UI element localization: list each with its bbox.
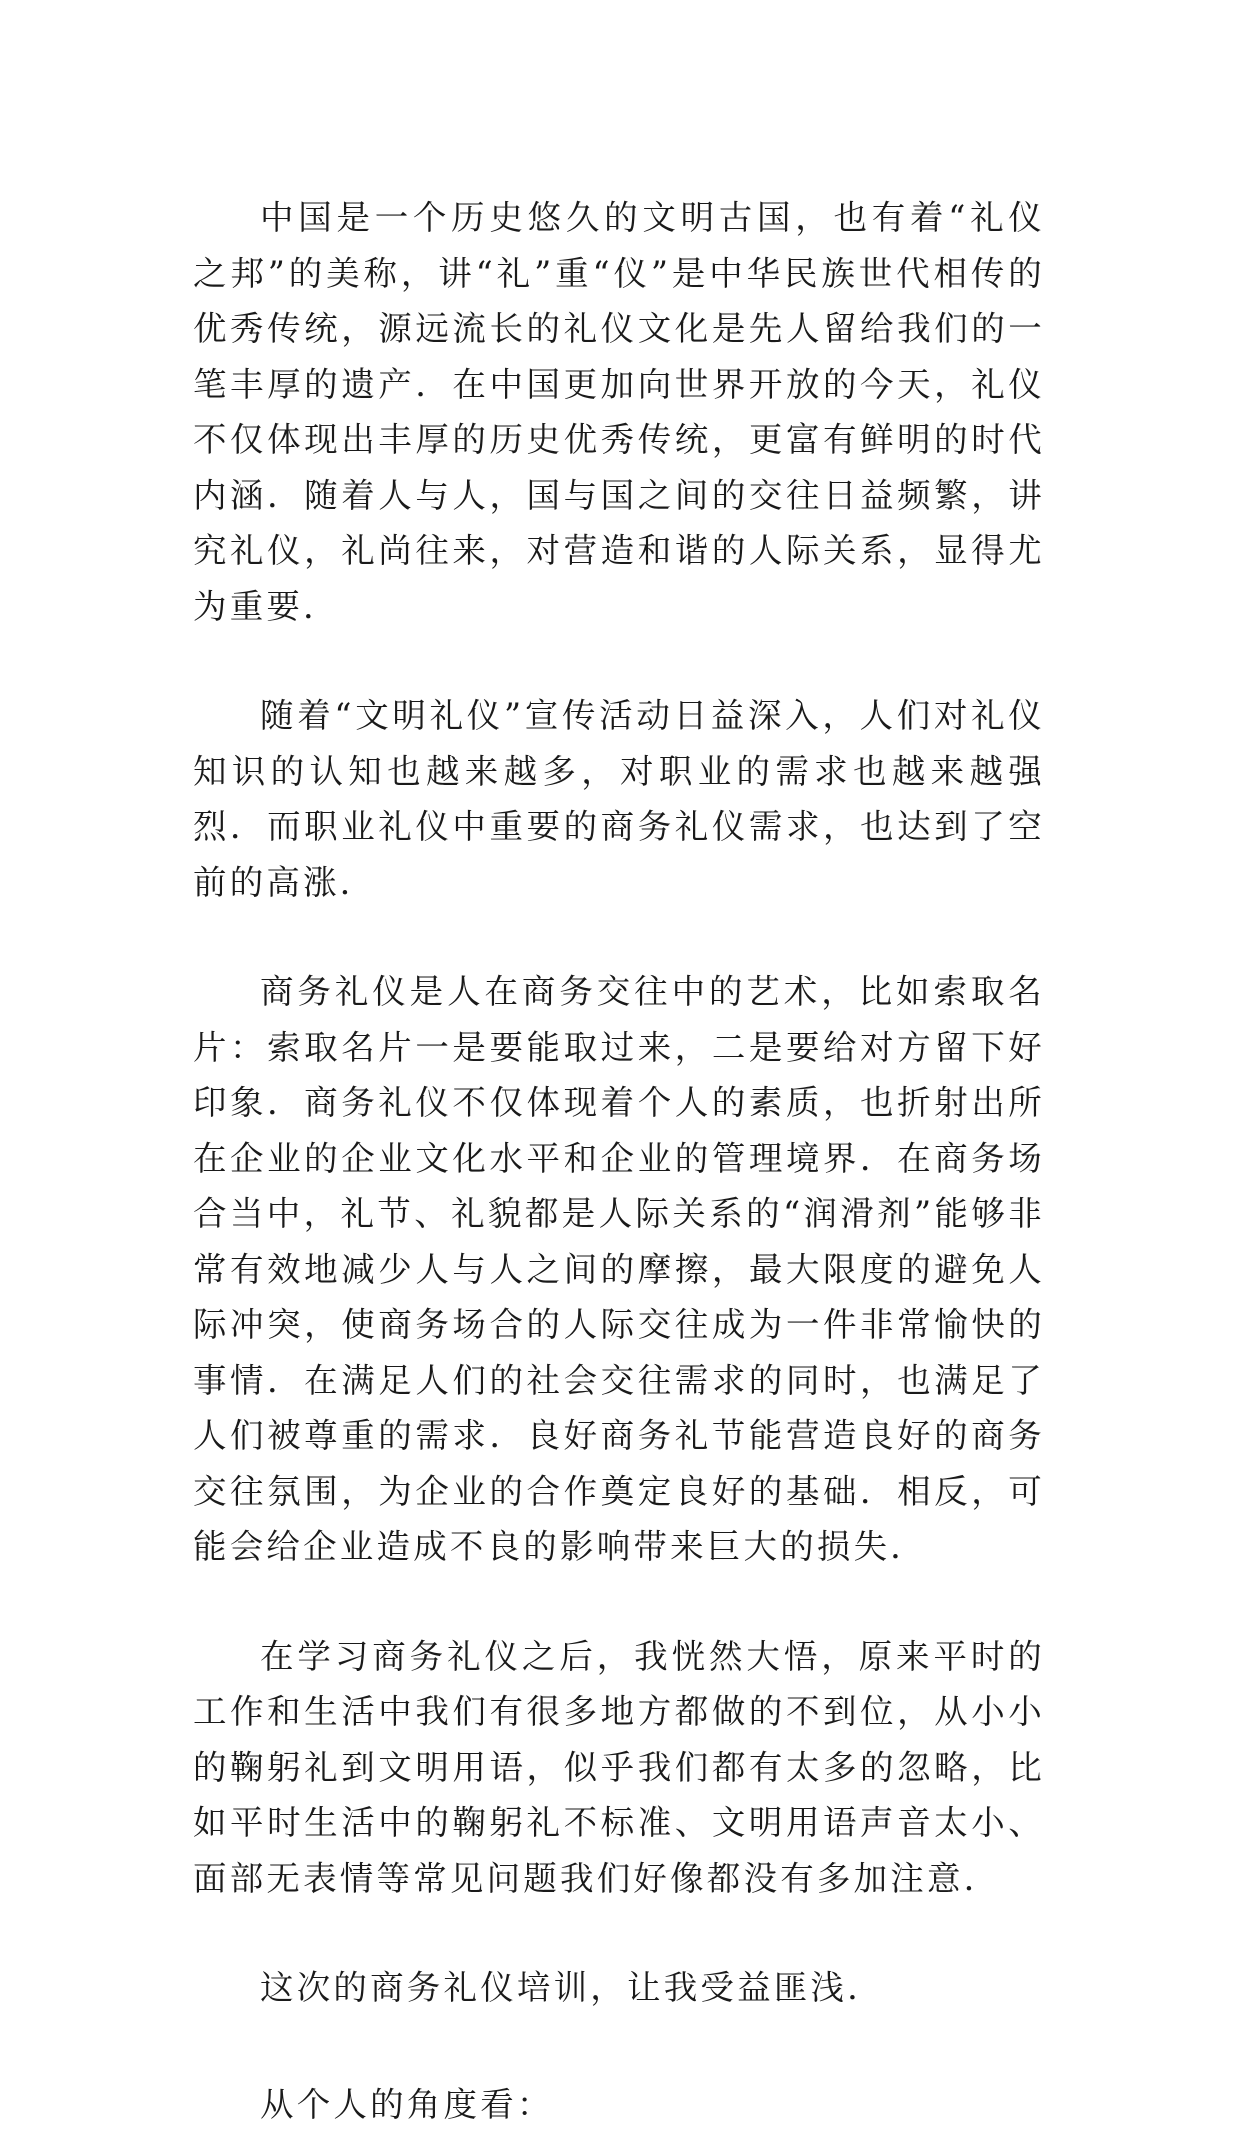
paragraph-learning: 在学习商务礼仪之后，我恍然大悟，原来平时的工作和生活中我们有很多地方都做的不到位，从小小的鞠躬礼到文明用语，似乎我们都有太多的忽略，比如平时生活中的鞠躬礼不标准、文明用语声音太小、面部无表情等常见问题我们好像都没有多加注意． xyxy=(193,1629,1045,1907)
paragraph-personal-view: 从个人的角度看： xyxy=(193,2077,1045,2132)
paragraph-business-etiquette: 商务礼仪是人在商务交往中的艺术，比如索取名片：索取名片一是要能取过来，二是要给对方留下好印象．商务礼仪不仅体现着个人的素质，也折射出所在企业的企业文化水平和企业的管理境界．在商务场合当中，礼节、礼貌都是人际关系的“润滑剂”能够非常有效地减少人与人之间的摩擦，最大限度的避免人际冲突，使商务场合的人际交往成为一件非常愉快的事情．在满足人们的社会交往需求的同时，也满足了人们被尊重的需求．良好商务礼节能营造良好的商务交往氛围，为企业的合作奠定良好的基础．相反，可能会给企业造成不良的影响带来巨大的损失． xyxy=(193,964,1045,1575)
paragraph-demand: 随着“文明礼仪”宣传活动日益深入，人们对礼仪知识的认知也越来越多，对职业的需求也越来越强烈．而职业礼仪中重要的商务礼仪需求，也达到了空前的高涨． xyxy=(193,688,1045,910)
paragraph-intro: 中国是一个历史悠久的文明古国，也有着“礼仪之邦”的美称，讲“礼”重“仪”是中华民族世代相传的优秀传统，源远流长的礼仪文化是先人留给我们的一笔丰厚的遗产．在中国更加向世界开放的今天，礼仪不仅体现出丰厚的历史优秀传统，更富有鲜明的时代内涵．随着人与人，国与国之间的交往日益频繁，讲究礼仪，礼尚往来，对营造和谐的人际关系，显得尤为重要． xyxy=(193,190,1045,634)
paragraph-training: 这次的商务礼仪培训，让我受益匪浅． xyxy=(193,1960,1045,2016)
document-body xyxy=(193,190,1045,2132)
